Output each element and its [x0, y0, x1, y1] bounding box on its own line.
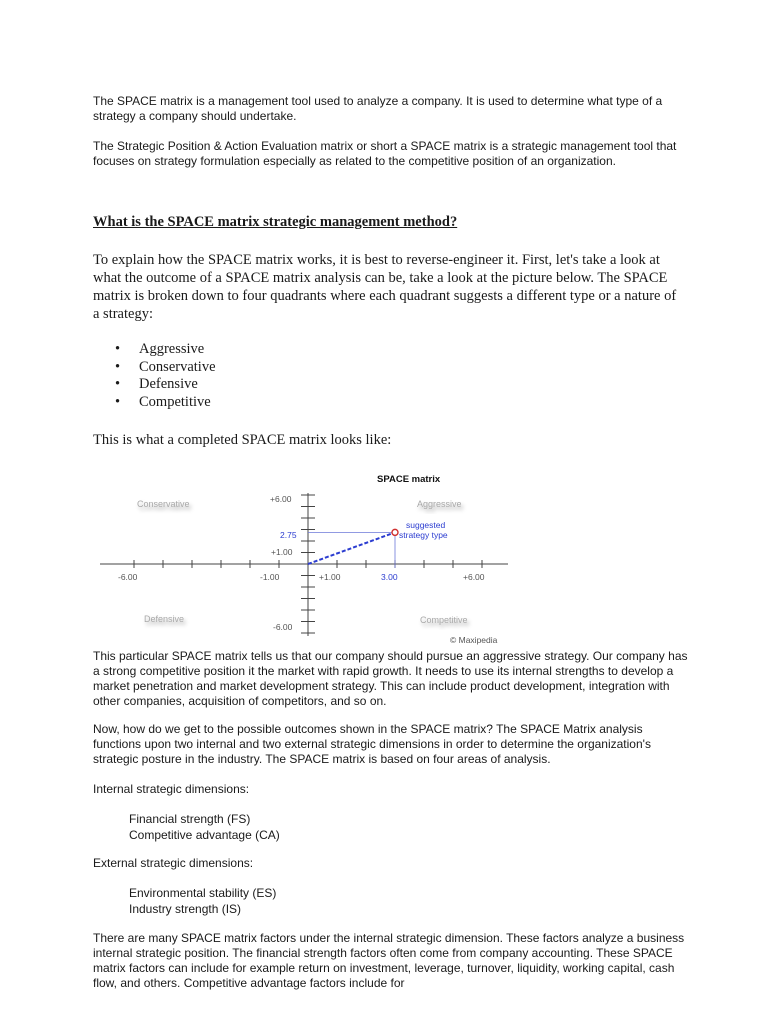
list-item: Environmental stability (ES) — [129, 886, 277, 900]
quadrant-label-conservative: Conservative — [137, 499, 190, 509]
quadrant-label-competitive: Competitive — [420, 615, 468, 625]
y-tick-label: +1.00 — [271, 547, 293, 557]
x-tick-label: 3.00 — [381, 572, 398, 582]
x-tick-label: -6.00 — [118, 572, 138, 582]
body-paragraph-1: This particular SPACE matrix tells us that our company should pursue an aggressive strategy. Our company has a strong competitive position it the market with rapid growth. It needs to use its internal strengths to develop a market penetration and market development strategy. This can include product development, integration with other companies, acquisition of competitors, and so on. — [93, 649, 688, 708]
intro-paragraph-2: The Strategic Position & Action Evaluation matrix or short a SPACE matrix is a strategic management tool that focuses on strategy formulation especially as related to the competitive position of an organization. — [93, 139, 677, 168]
x-tick-label: +6.00 — [463, 572, 485, 582]
strategy-list — [115, 341, 216, 411]
external-dimensions-label: External strategic dimensions: — [93, 856, 254, 870]
strategy-point — [392, 529, 398, 535]
x-tick-label: -1.00 — [260, 572, 280, 582]
list-item: • Conservative — [115, 359, 216, 377]
y-tick-label: +6.00 — [270, 494, 292, 504]
list-item: • Competitive — [115, 394, 216, 412]
external-dimensions-list — [129, 886, 276, 917]
y-tick-label: 2.75 — [280, 530, 297, 540]
body-paragraph-2: Now, how do we get to the possible outcomes shown in the SPACE matrix? The SPACE Matrix analysis functions upon two internal and two external strategic dimensions in order to determine the organization's strategic posture in the industry. The SPACE matrix is based on four areas of analysis. — [93, 722, 651, 766]
y-tick-label: -6.00 — [273, 622, 293, 632]
strategy-vector — [308, 532, 395, 564]
quadrant-label-defensive: Defensive — [144, 614, 185, 624]
list-item: Industry strength (IS) — [129, 901, 242, 916]
chart-credit: © Maxipedia — [450, 635, 498, 645]
body-paragraph-3: There are many SPACE matrix factors under the internal strategic dimension. These factors analyze a business internal strategic position. The financial strength factors often come from company accounting. These SPACE matrix factors can include for example return on investment, leverage, turnover, liquidity, working capital, cash flow, and others. Competitive advantage factors include for — [93, 931, 685, 990]
internal-dimensions-label: Internal strategic dimensions: — [93, 782, 250, 796]
quadrant-label-aggressive: Aggressive — [417, 499, 462, 509]
list-item: Competitive advantage (CA) — [129, 827, 280, 842]
annotation-line-1: suggested — [406, 520, 446, 530]
intro-paragraph-1: The SPACE matrix is a management tool used to analyze a company. It is used to determine what type of a strategy a company should undertake. — [93, 94, 663, 123]
x-tick-label: +1.00 — [319, 572, 341, 582]
space-matrix-chart — [90, 466, 520, 646]
completed-caption: This is what a completed SPACE matrix looks like: — [93, 432, 392, 448]
section-heading: What is the SPACE matrix strategic management method? — [93, 214, 458, 230]
list-item: • Defensive — [115, 376, 216, 394]
list-item: • Aggressive — [115, 341, 216, 359]
explain-paragraph: To explain how the SPACE matrix works, it is best to reverse-engineer it. First, let's take a look at what the outcome of a SPACE matrix analysis can be, take a look at the picture below. The SPACE matrix is broken down to four quadrants where each quadrant suggests a different type or a nature of a strategy: — [93, 252, 677, 322]
chart-title: SPACE matrix — [377, 474, 441, 485]
internal-dimensions-list — [129, 812, 280, 843]
list-item: Financial strength (FS) — [129, 812, 251, 826]
annotation-line-2: strategy type — [399, 530, 448, 540]
